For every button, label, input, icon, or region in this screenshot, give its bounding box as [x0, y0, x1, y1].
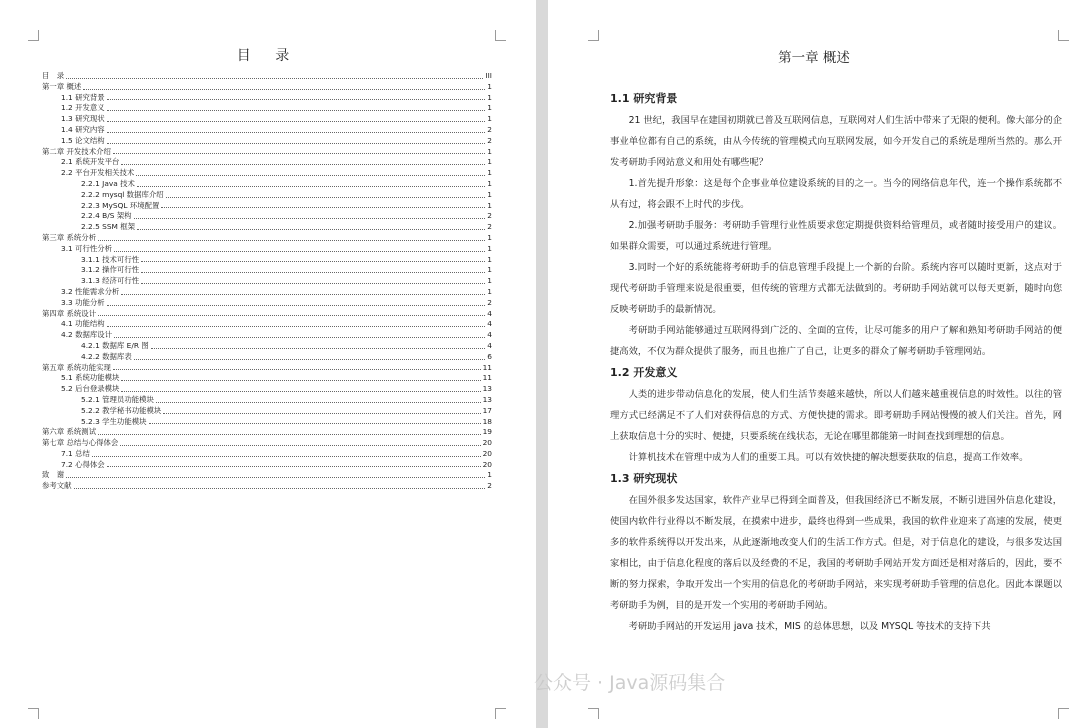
toc-entry-page: 1 — [487, 103, 492, 113]
toc-entry-label: 3.2 性能需求分析 — [61, 286, 120, 296]
toc-leader-dots — [66, 78, 483, 79]
toc-entry-label: 第二章 开发技术介绍 — [42, 146, 111, 156]
toc-leader-dots — [163, 413, 480, 414]
toc-entry[interactable] — [42, 406, 492, 417]
toc-leader-dots — [107, 466, 481, 467]
toc-entry-label: 4.2.2 数据库表 — [81, 351, 132, 361]
toc-entry-label: 第一章 概述 — [42, 81, 82, 91]
toc-entry[interactable] — [42, 233, 492, 244]
toc-leader-dots — [121, 391, 480, 392]
paragraph: 在国外很多发达国家，软件产业早已得到全面普及，但我国经济已不断发展，不断引进国外信息化建设，使国内软件行业得以不断发展，在摸索中进步，最终也得到一些成果，我国的软件业迎来了高速的发展，使更多的软件系统得以开发出来，从此逐渐地改变人们的生活工作方式。但是，对于信息化的建设，与很多发达国家相比，由于信息化程度的落后以及经费的不足，我国的考研助手网站开发方面还是相对落后的，因此，要不断的努力探索，争取开发出一个实用的信息化的考研助手网站，来实现考研助手管理的信息化。因此本课题以考研助手为例，目的是开发一个实用的考研助手网站。 — [610, 495, 1062, 611]
toc-entry-label: 7.2 心得体会 — [61, 459, 105, 469]
toc-entry[interactable] — [42, 179, 492, 190]
toc-entry-page: 1 — [487, 81, 492, 91]
toc-entry-label: 5.2.3 学生功能模块 — [81, 416, 147, 426]
toc-leader-dots — [141, 283, 485, 284]
toc-entry[interactable] — [42, 341, 492, 352]
toc-leader-dots — [113, 153, 485, 154]
toc-entry[interactable] — [42, 190, 492, 201]
toc-entry-label: 第四章 系统设计 — [42, 308, 97, 318]
toc-entry-page: 11 — [482, 362, 492, 372]
toc-leader-dots — [107, 305, 486, 306]
toc-entry[interactable] — [42, 330, 492, 341]
toc-entry-page: 13 — [482, 384, 492, 394]
paragraph: 计算机技术在管理中成为人们的重要工具。可以有效快捷的解决想要获取的信息，提高工作效率。 — [628, 452, 1029, 463]
toc-entry[interactable] — [42, 298, 492, 309]
toc-leader-dots — [137, 186, 485, 187]
toc-entry-label: 2.2.3 MySQL 环境配置 — [81, 200, 160, 210]
toc-entry-label: 第五章 系统功能实现 — [42, 362, 111, 372]
toc-leader-dots — [113, 369, 481, 370]
toc-entry-label: 致 谢 — [42, 470, 65, 480]
toc-leader-dots — [114, 337, 485, 338]
toc-entry[interactable] — [42, 309, 492, 320]
toc-entry-page: 1 — [487, 286, 492, 296]
toc-leader-dots — [98, 434, 481, 435]
toc-entry-label: 1.4 研究内容 — [61, 124, 105, 134]
toc-leader-dots — [149, 423, 481, 424]
toc-entry-label: 3.1 可行性分析 — [61, 243, 113, 253]
content-page — [548, 0, 1080, 728]
toc-entry[interactable] — [42, 222, 492, 233]
toc-entry[interactable] — [42, 71, 492, 82]
toc-entry-label: 2.2.2 mysql 数据库介绍 — [81, 189, 164, 199]
toc-entry-page: 4 — [487, 308, 492, 318]
crop-mark — [588, 708, 599, 719]
watermark: 公众号 · Java源码集合 — [534, 672, 726, 694]
toc-entry-label: 目 录 — [42, 71, 65, 80]
toc-entry-page: 4 — [487, 340, 492, 350]
toc-entry-page: 1 — [487, 157, 492, 167]
toc-entry[interactable] — [42, 352, 492, 363]
toc-entry[interactable] — [42, 470, 492, 481]
toc-leader-dots — [134, 218, 486, 219]
toc-entry[interactable] — [42, 276, 492, 287]
toc-entry[interactable] — [42, 395, 492, 406]
toc-leader-dots — [121, 294, 485, 295]
toc-entry-label: 第三章 系统分析 — [42, 232, 97, 242]
toc-leader-dots — [92, 456, 481, 457]
toc-entry-label: 5.1 系统功能模块 — [61, 373, 120, 383]
toc-entry-page: 1 — [487, 168, 492, 178]
crop-mark — [1058, 708, 1069, 719]
toc-entry-page: 4 — [487, 319, 492, 329]
toc-entry-label: 第六章 系统测试 — [42, 427, 97, 437]
toc-entry-page: 1 — [487, 243, 492, 253]
toc-entry[interactable] — [42, 438, 492, 449]
section-heading: 1.1 研究背景 — [610, 92, 678, 105]
toc-entry[interactable] — [42, 114, 492, 125]
toc-entry-label: 5.2.2 教学秘书功能模块 — [81, 405, 162, 415]
toc-entry-label: 3.1.3 经济可行性 — [81, 276, 140, 286]
toc-entry-page: 13 — [482, 394, 492, 404]
toc-entry[interactable] — [42, 449, 492, 460]
toc-entry-label: 2.2.4 B/S 架构 — [81, 211, 132, 221]
toc-entry[interactable] — [42, 157, 492, 168]
toc-entry-page: 2 — [487, 124, 492, 134]
toc-entry-page: 19 — [482, 427, 492, 437]
page-gutter — [536, 0, 548, 728]
toc-entry-page: 1 — [487, 254, 492, 264]
toc-entry[interactable] — [42, 481, 492, 492]
toc-entry-page: 2 — [487, 135, 492, 145]
toc-entry-page: 1 — [487, 470, 492, 480]
toc-leader-dots — [107, 110, 486, 111]
toc-entry[interactable] — [42, 373, 492, 384]
toc-entry-label: 7.1 总结 — [61, 448, 90, 458]
toc-leader-dots — [166, 197, 486, 198]
toc-entry-label: 1.2 开发意义 — [61, 103, 105, 113]
toc-entry-page: 1 — [487, 178, 492, 188]
toc-leader-dots — [137, 229, 485, 230]
crop-mark — [28, 30, 39, 41]
toc-entry[interactable] — [42, 147, 492, 158]
toc-entry-page: 1 — [487, 114, 492, 124]
toc-leader-dots — [161, 207, 485, 208]
toc-entry[interactable] — [42, 136, 492, 147]
chapter-title: 第一章 概述 — [778, 50, 850, 66]
toc-entry-page: 2 — [487, 222, 492, 232]
toc-leader-dots — [74, 488, 486, 489]
toc-entry[interactable] — [42, 201, 492, 212]
toc-entry[interactable] — [42, 427, 492, 438]
toc-entry-label: 参考文献 — [42, 481, 72, 491]
toc-leader-dots — [83, 89, 485, 90]
toc-entry-label: 5.2 后台登录模块 — [61, 384, 120, 394]
toc-leader-dots — [114, 251, 485, 252]
toc-entry[interactable] — [42, 287, 492, 298]
toc-entry[interactable] — [42, 125, 492, 136]
toc-entry-page: 1 — [487, 232, 492, 242]
paragraph: 1.首先提升形象：这是每个企事业单位建设系统的目的之一。当今的网络信息年代，连一个操作系统都不从有过，将会跟不上时代的步伐。 — [610, 178, 1062, 210]
toc-entry[interactable] — [42, 384, 492, 395]
toc-entry-page: 18 — [482, 416, 492, 426]
section-heading: 1.2 开发意义 — [610, 366, 678, 379]
toc-entry-label: 5.2.1 管理员功能模块 — [81, 394, 154, 404]
toc-entry-page: 1 — [487, 189, 492, 199]
paragraph: 考研助手网站能够通过互联网得到广泛的、全面的宣传，让尽可能多的用户了解和熟知考研助手网站的便捷高效，不仅为群众提供了服务，而且也推广了自己，让更多的群众了解考研助手管理网站。 — [610, 325, 1062, 357]
toc-entry-label: 2.2.5 SSM 框架 — [81, 222, 136, 232]
toc-entry[interactable] — [42, 460, 492, 471]
toc-list — [42, 71, 492, 492]
toc-leader-dots — [98, 315, 485, 316]
toc-entry[interactable] — [42, 82, 492, 93]
toc-leader-dots — [121, 164, 485, 165]
crop-mark — [495, 30, 506, 41]
toc-entry-page: 2 — [487, 297, 492, 307]
paragraph: 21 世纪，我国早在建国初期就已普及互联网信息，互联网对人们生活中带来了无限的便利。像大部分的企事业单位都有自己的系统，由从今传统的管理模式向互联网发展，如今开发自己的系统是理所当然的。那么开发考研助手网站意义和用处有哪些呢？ — [610, 115, 1062, 168]
toc-entry-page: 20 — [482, 448, 492, 458]
toc-entry-page: 20 — [482, 459, 492, 469]
paragraph: 3.同时一个好的系统能将考研助手的信息管理手段提上一个新的台阶。系统内容可以随时更新，这点对于现代考研助手管理来说是很重要，但传统的管理方式都无法做到的。考研助手网站就可以每天更新，随时向您反映考研助手的最新情况。 — [610, 262, 1062, 315]
toc-title: 目 录 — [236, 48, 300, 64]
paragraph: 2.加强考研助手服务：考研助手管理行业性质要求您定期提供资料给管理员，或者随时接受用户的建议。如果群众需要，可以通过系统进行管理。 — [610, 220, 1062, 252]
toc-entry-page: 2 — [487, 481, 492, 491]
toc-leader-dots — [120, 445, 480, 446]
toc-entry[interactable] — [42, 93, 492, 104]
crop-mark — [495, 708, 506, 719]
toc-entry-page: 1 — [487, 200, 492, 210]
toc-leader-dots — [156, 402, 481, 403]
toc-entry-label: 1.1 研究背景 — [61, 92, 105, 102]
toc-entry-page: 4 — [487, 330, 492, 340]
toc-leader-dots — [98, 240, 485, 241]
toc-entry[interactable] — [42, 363, 492, 374]
toc-entry-page: 6 — [487, 351, 492, 361]
toc-leader-dots — [107, 121, 486, 122]
crop-mark — [1058, 30, 1069, 41]
toc-entry-label: 3.1.2 操作可行性 — [81, 265, 140, 275]
toc-leader-dots — [107, 326, 486, 327]
toc-entry[interactable] — [42, 211, 492, 222]
toc-leader-dots — [121, 380, 480, 381]
toc-entry[interactable] — [42, 168, 492, 179]
toc-entry-page: 1 — [487, 92, 492, 102]
document-body — [610, 88, 1062, 637]
crop-mark — [588, 30, 599, 41]
toc-entry-label: 3.3 功能分析 — [61, 297, 105, 307]
toc-leader-dots — [134, 359, 486, 360]
toc-leader-dots — [151, 348, 486, 349]
paragraph: 考研助手网站的开发运用 java 技术，MIS 的总体思想，以及 MYSQL 等技术的支持下共 — [628, 621, 991, 632]
toc-entry-label: 1.5 论文结构 — [61, 135, 105, 145]
toc-entry-page: 20 — [482, 438, 492, 448]
toc-leader-dots — [107, 143, 486, 144]
toc-entry[interactable] — [42, 244, 492, 255]
toc-entry-label: 第七章 总结与心得体会 — [42, 438, 119, 448]
toc-entry[interactable] — [42, 417, 492, 428]
toc-leader-dots — [66, 477, 485, 478]
section-heading: 1.3 研究现状 — [610, 472, 678, 485]
toc-entry-label: 2.2 平台开发相关技术 — [61, 168, 135, 178]
toc-entry-label: 2.2.1 Java 技术 — [81, 178, 135, 188]
toc-leader-dots — [107, 99, 486, 100]
toc-entry-label: 1.3 研究现状 — [61, 114, 105, 124]
toc-entry-page: 1 — [487, 265, 492, 275]
toc-entry[interactable] — [42, 265, 492, 276]
toc-entry-page: 2 — [487, 211, 492, 221]
toc-leader-dots — [141, 261, 485, 262]
toc-entry-label: 2.1 系统开发平台 — [61, 157, 120, 167]
toc-entry-label: 4.2.1 数据库 E/R 图 — [81, 340, 149, 350]
toc-leader-dots — [136, 175, 485, 176]
toc-page — [0, 0, 536, 728]
toc-entry-page: 17 — [482, 405, 492, 415]
toc-entry-label: 3.1.1 技术可行性 — [81, 254, 140, 264]
toc-entry[interactable] — [42, 255, 492, 266]
toc-leader-dots — [141, 272, 485, 273]
toc-entry-label: 4.2 数据库设计 — [61, 330, 113, 340]
toc-entry-page: 1 — [487, 146, 492, 156]
toc-leader-dots — [107, 132, 486, 133]
toc-entry-page: 11 — [482, 373, 492, 383]
crop-mark — [28, 708, 39, 719]
toc-entry[interactable] — [42, 319, 492, 330]
toc-entry-page: 1 — [487, 276, 492, 286]
toc-entry[interactable] — [42, 103, 492, 114]
toc-entry-label: 4.1 功能结构 — [61, 319, 105, 329]
paragraph: 人类的进步带动信息化的发展，使人们生活节奏越来越快，所以人们越来越重视信息的时效性。以往的管理方式已经满足不了人们对获得信息的方式、方便快捷的需求。即考研助手网站慢慢的被人们关注。首先，网上获取信息十分的实时、便捷，只要系统在线状态，无论在哪里都能第一时间查找到理想的信息。 — [610, 389, 1062, 442]
toc-entry-page: III — [485, 71, 492, 80]
